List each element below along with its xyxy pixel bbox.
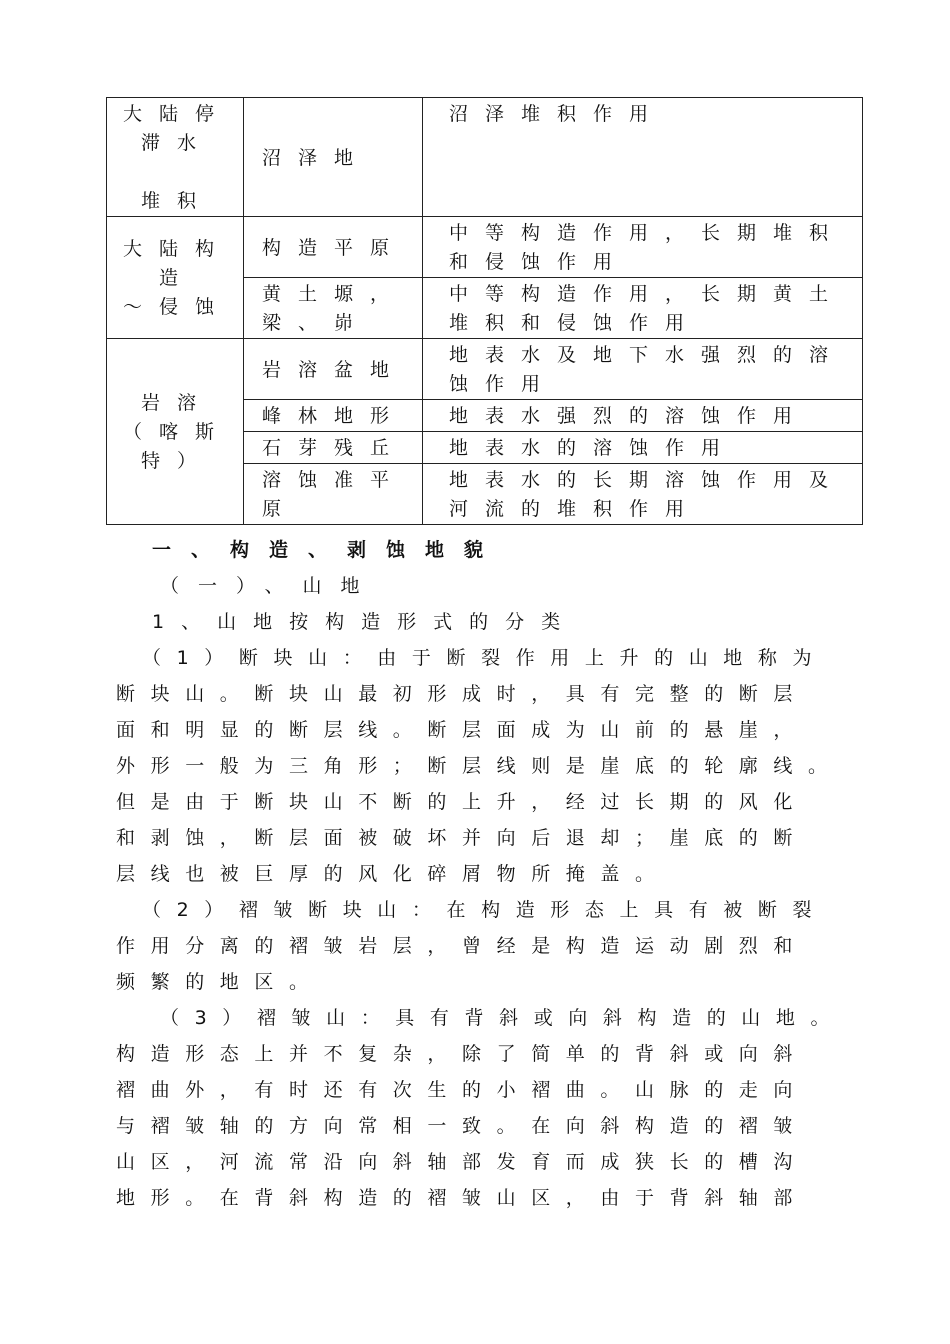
table-cell-category bbox=[107, 217, 244, 339]
table-cell-landform: 沼泽地 bbox=[244, 98, 423, 217]
paragraph-fold-mountain bbox=[116, 1000, 876, 1216]
table-cell-process: 地表水的溶蚀作用 bbox=[423, 432, 863, 464]
paragraph-line: 和剥蚀，断层面被破坏并向后退却；崖底的断 bbox=[116, 827, 809, 849]
paragraph-line: 断块山。断块山最初形成时，具有完整的断层 bbox=[116, 683, 809, 705]
landform-table bbox=[106, 97, 862, 525]
paragraph-line: 层线也被巨厚的风化碎屑物所掩盖。 bbox=[116, 863, 670, 885]
paragraph-line: 作用分离的褶皱岩层，曾经是构造运动剧烈和 bbox=[116, 935, 809, 957]
table-cell-category bbox=[107, 339, 244, 525]
table-row bbox=[107, 98, 863, 217]
subsubsection-heading: 1、山地按构造形式的分类 bbox=[152, 611, 578, 633]
cell-text: 大陆构 造 ～侵蚀 bbox=[122, 238, 231, 318]
paragraph-line: 但是由于断块山不断的上升，经过长期的风化 bbox=[116, 791, 809, 813]
table-cell-process: 地表水强烈的溶蚀作用 bbox=[423, 400, 863, 432]
paragraph-line: （1）断块山：由于断裂作用上升的山地称为 bbox=[142, 647, 828, 669]
table-cell-category bbox=[107, 98, 244, 217]
table-row bbox=[107, 217, 863, 278]
table-cell-process: 中等构造作用，长期堆积和侵蚀作用 bbox=[423, 217, 863, 278]
cell-text: 岩溶 （喀斯 特） bbox=[122, 392, 231, 472]
table-cell-landform: 峰林地形 bbox=[244, 400, 423, 432]
table-cell-process: 中等构造作用，长期黄土堆积和侵蚀作用 bbox=[423, 278, 863, 339]
paragraph-fault-block-mountain bbox=[116, 640, 876, 892]
subsection-heading: （一）、山地 bbox=[160, 575, 379, 597]
section-heading: 一、构造、剥蚀地貌 bbox=[152, 539, 504, 561]
paragraph-line: 面和明显的断层线。断层面成为山前的悬崖， bbox=[116, 719, 809, 741]
table-cell-process: 沼泽堆积作用 bbox=[423, 98, 863, 217]
paragraph-line: 外形一般为三角形；断层线则是崖底的轮廓线。 bbox=[116, 755, 843, 777]
table-cell-landform: 构造平原 bbox=[244, 217, 423, 278]
paragraph-line: 地形。在背斜构造的褶皱山区，由于背斜轴部 bbox=[116, 1187, 809, 1209]
paragraph-fold-fault-block-mountain bbox=[116, 892, 876, 1000]
body-text bbox=[116, 532, 876, 1216]
paragraph-line: （2）褶皱断块山：在构造形态上具有被断裂 bbox=[142, 899, 828, 921]
paragraph-line: （3）褶皱山：具有背斜或向斜构造的山地。 bbox=[160, 1007, 846, 1029]
table-row bbox=[107, 339, 863, 400]
paragraph-line: 频繁的地区。 bbox=[116, 971, 324, 993]
table-cell-landform: 石芽残丘 bbox=[244, 432, 423, 464]
paragraph-line: 与褶皱轴的方向常相一致。在向斜构造的褶皱 bbox=[116, 1115, 809, 1137]
table-cell-process: 地表水及地下水强烈的溶蚀作用 bbox=[423, 339, 863, 400]
paragraph-line: 山区，河流常沿向斜轴部发育而成狭长的槽沟 bbox=[116, 1151, 809, 1173]
table-cell-landform: 溶蚀准平原 bbox=[244, 464, 423, 525]
landform-table-grid bbox=[106, 97, 863, 525]
paragraph-line: 褶曲外，有时还有次生的小褶曲。山脉的走向 bbox=[116, 1079, 809, 1101]
cell-text: 大陆停 滞水 堆积 bbox=[122, 103, 231, 212]
paragraph-line: 构造形态上并不复杂，除了简单的背斜或向斜 bbox=[116, 1043, 809, 1065]
table-cell-process: 地表水的长期溶蚀作用及河流的堆积作用 bbox=[423, 464, 863, 525]
table-cell-landform: 黄土塬，梁、峁 bbox=[244, 278, 423, 339]
table-cell-landform: 岩溶盆地 bbox=[244, 339, 423, 400]
